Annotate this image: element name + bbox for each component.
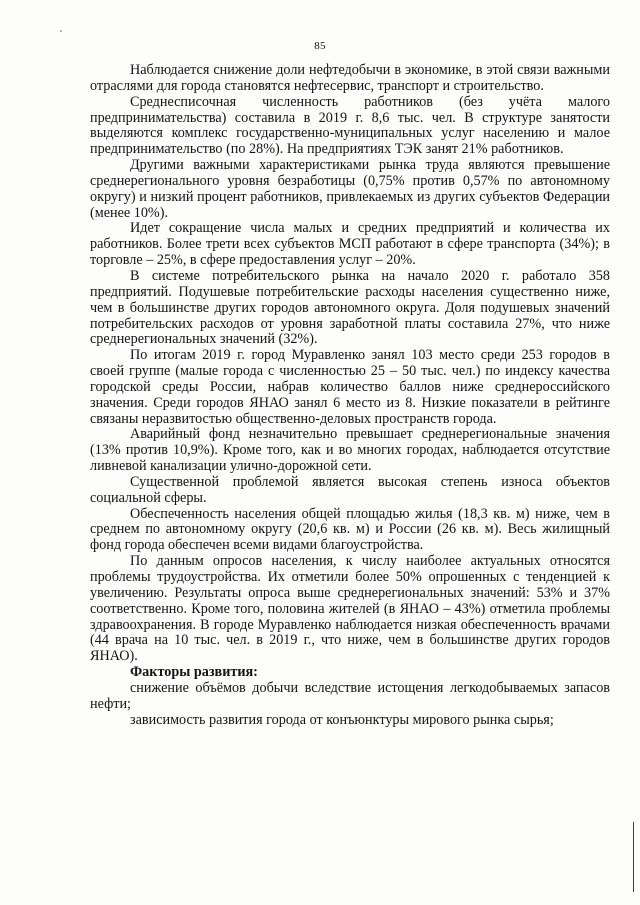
paragraph-employment: Среднесписочная численность работников (без учёта малого предпринимательства) составила в 2019 г. 8,6 тыс. чел. В структуре занятости выделяются комплекс государственно-муниципальных услуг населению и малое предпринимательство (по 28%). На предприятиях ТЭК занят 21% работников. <box>90 93 610 158</box>
scan-speck <box>60 30 62 32</box>
paragraph-oil-share: Наблюдается снижение доли нефтедобычи в экономике, в этой связи важными отраслями для города становятся нефтесервис, транспорт и строительство. <box>90 62 610 94</box>
paragraph-social-facilities: Существенной проблемой является высокая степень износа объектов социальной сферы. <box>90 473 610 506</box>
paragraph-urban-index: По итогам 2019 г. город Муравленко занял 103 место среди 253 городов в своей группе (малые города с численностью 25 – 50 тыс. чел.) по индексу качества городской среды России, набрав количество баллов ниже среднероссийского значения. Среди городов ЯНАО занял 6 место из 8. Низкие показатели в рейтинге связаны неразвитостью общественно-деловых пространств города. <box>90 347 610 427</box>
body-text <box>90 63 610 728</box>
paragraph-sme: Идет сокращение числа малых и средних предприятий и количества их работников. Более трети всех субъектов МСП работают в сфере транспорта (34%); в торговле – 25%, в сфере предоставления услуг – 20%. <box>90 220 610 269</box>
factor-item: снижение объёмов добычи вследствие истощения легкодобываемых запасов нефти; <box>90 679 610 712</box>
page-number: 85 <box>314 40 326 52</box>
paragraph-housing-area: Обеспеченность населения общей площадью жилья (18,3 кв. м) ниже, чем в среднем по автономному округу (20,6 кв. м) и России (26 кв. м). Весь жилищный фонд города обеспечен всеми видами благоустройства. <box>90 505 610 554</box>
scan-edge-line <box>633 822 634 892</box>
factors-heading: Факторы развития: <box>130 664 258 681</box>
factor-item: зависимость развития города от конъюнктуры мирового рынка сырья; <box>130 711 554 728</box>
paragraph-survey: По данным опросов населения, к числу наиболее актуальных относятся проблемы трудоустройства. Их отметили более 50% опрошенных с тенденцией к увеличению. Результаты опроса выше среднерегиональных значений: 53% и 37% соответственно. Кроме того, половина жителей (в ЯНАО – 43%) отметила проблемы здравоохранения. В городе Муравленко наблюдается низкая обеспеченность врачами (44 врача на 10 тыс. чел. в 2019 г., что ниже, чем в большинстве других городов ЯНАО). <box>90 553 610 665</box>
paragraph-consumer-market: В системе потребительского рынка на начало 2020 г. работало 358 предприятий. Подушевые потребительские расходы населения существенно ниже, чем в большинстве других городов автономного округа. Доля подушевых значений потребительских расходов от уровня заработной платы составила 27%, что ниже среднерегиональных значений (32%). <box>90 267 610 348</box>
paragraph-emergency-housing: Аварийный фонд незначительно превышает среднерегиональные значения (13% против 10,9%). Кроме того, как и во многих городах, наблюдается отсутствие ливневой канализации улично-дорожной сети. <box>90 426 610 475</box>
paragraph-labor-market: Другими важными характеристиками рынка труда являются превышение среднерегионального уровня безработицы (0,75% против 0,57% по автономному округу) и низкий процент работников, привлекаемых из других субъектов Федерации (менее 10%). <box>90 157 610 221</box>
